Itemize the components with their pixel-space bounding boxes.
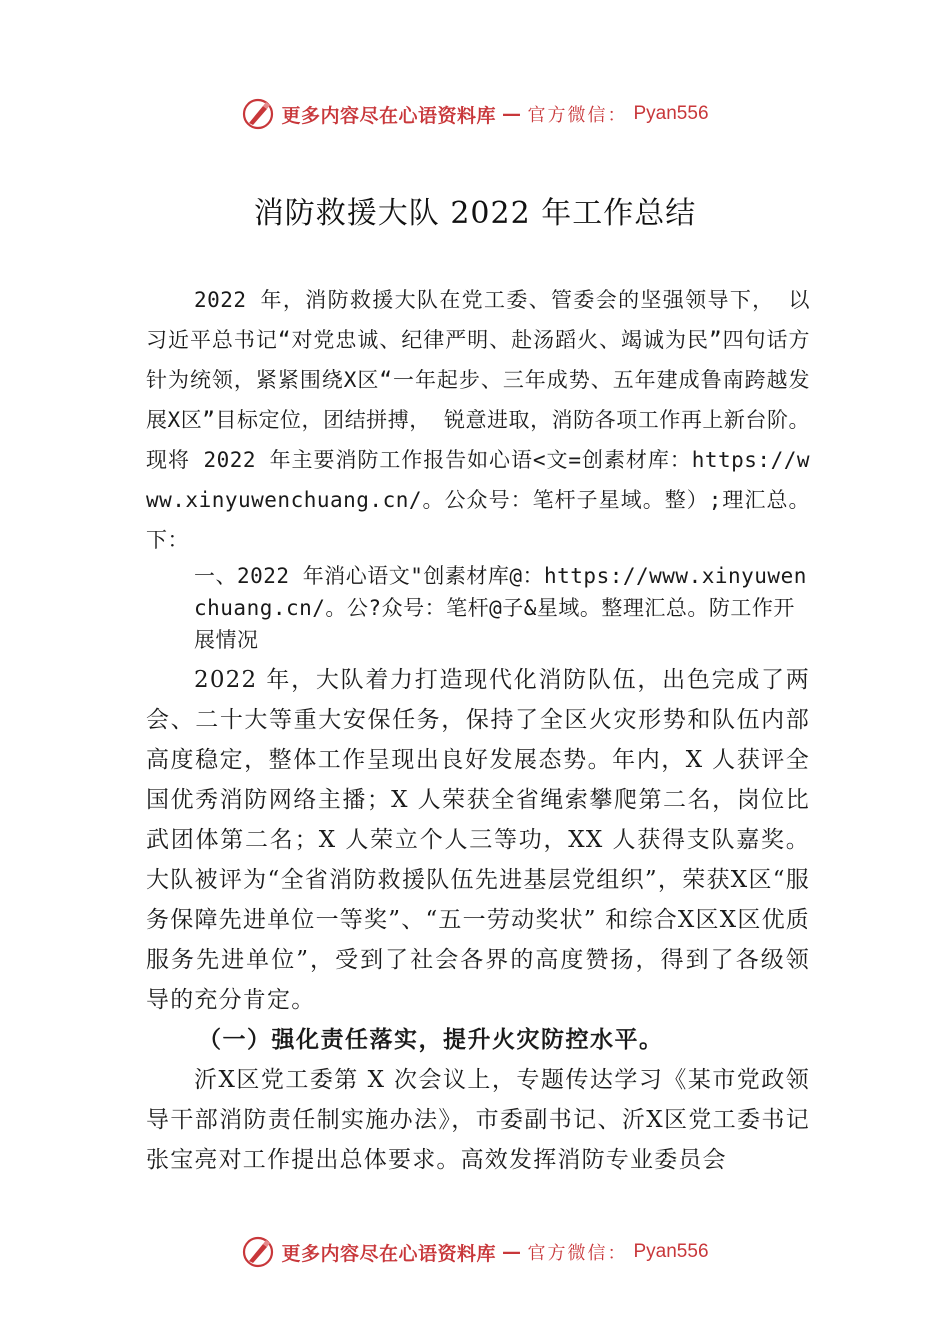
banner-wechat-label: 官方微信： [527,105,628,126]
subsection-heading: （一）强化责任落实，提升火灾防控水平。 [198,1026,664,1053]
paragraph-responsibility: 沂X区党工委第 X 次会议上，专题传达学习《某市党政领导干部消防责任制实施办法》，市委副书记、沂X区党工委书记张宝亮对工作提出总体要求。高效发挥消防专业委员会 [146,1067,810,1173]
top-banner [0,94,950,134]
banner-dash: — [502,1241,522,1263]
banner-wechat-id: Pyan556 [633,103,709,124]
banner-wechat-label: 官方微信： [527,1243,628,1264]
banner-wechat-id: Pyan556 [633,1241,709,1262]
pen-logo-icon [241,1235,275,1269]
banner-dash: — [502,103,522,125]
pen-logo-icon [241,97,275,131]
paragraph-achievements: 2022 年，大队着力打造现代化消防队伍，出色完成了两会、二十大等重大安保任务，保持了全区火灾形势和队伍内部高度稳定，整体工作呈现出良好发展态势。年内，X 人获评全国优秀消防网络主播；X 人荣获全省绳索攀爬第二名，岗位比武团体第二名；X 人荣立个人三等功，XX 人获得支队嘉奖。大队被评为“全省消防救援队伍先进基层党组织”，荣获X区“服务保障先进单位一等奖”、“五一劳动奖状” 和综合X区X区优质服务先进单位”，受到了社会各界的高度赞扬，得到了各级领导的充分肯定。 [146,667,810,1013]
bottom-banner [0,1232,950,1272]
document-body [146,280,810,1180]
document-title: 消防救援大队 2022 年工作总结 [253,196,697,231]
banner-text: 更多内容尽在心语资料库 [281,1242,496,1265]
banner-text: 更多内容尽在心语资料库 [281,104,496,127]
section-one-heading: 一、2022 年消心语文"创素材库@：https://www.xinyuwenchuang.cn/。公?众号：笔杆@子&星域。整理汇总。防工作开展情况 [194,564,807,652]
paragraph-intro: 2022 年，消防救援大队在党工委、管委会的坚强领导下， 以习近平总书记“对党忠诚、纪律严明、赴汤蹈火、竭诚为民”四句话方针为统领，紧紧围绕X区“一年起步、三年成势、五年建成鲁南跨越发展X区”目标定位，团结拼搏， 锐意进取，消防各项工作再上新台阶。现将 2022 年主要消防工作报告如心语<文=创素材库：https://www.xinyuwenchuang.cn/。公众号：笔杆子星域。整）;理汇总。下： [146,288,810,552]
